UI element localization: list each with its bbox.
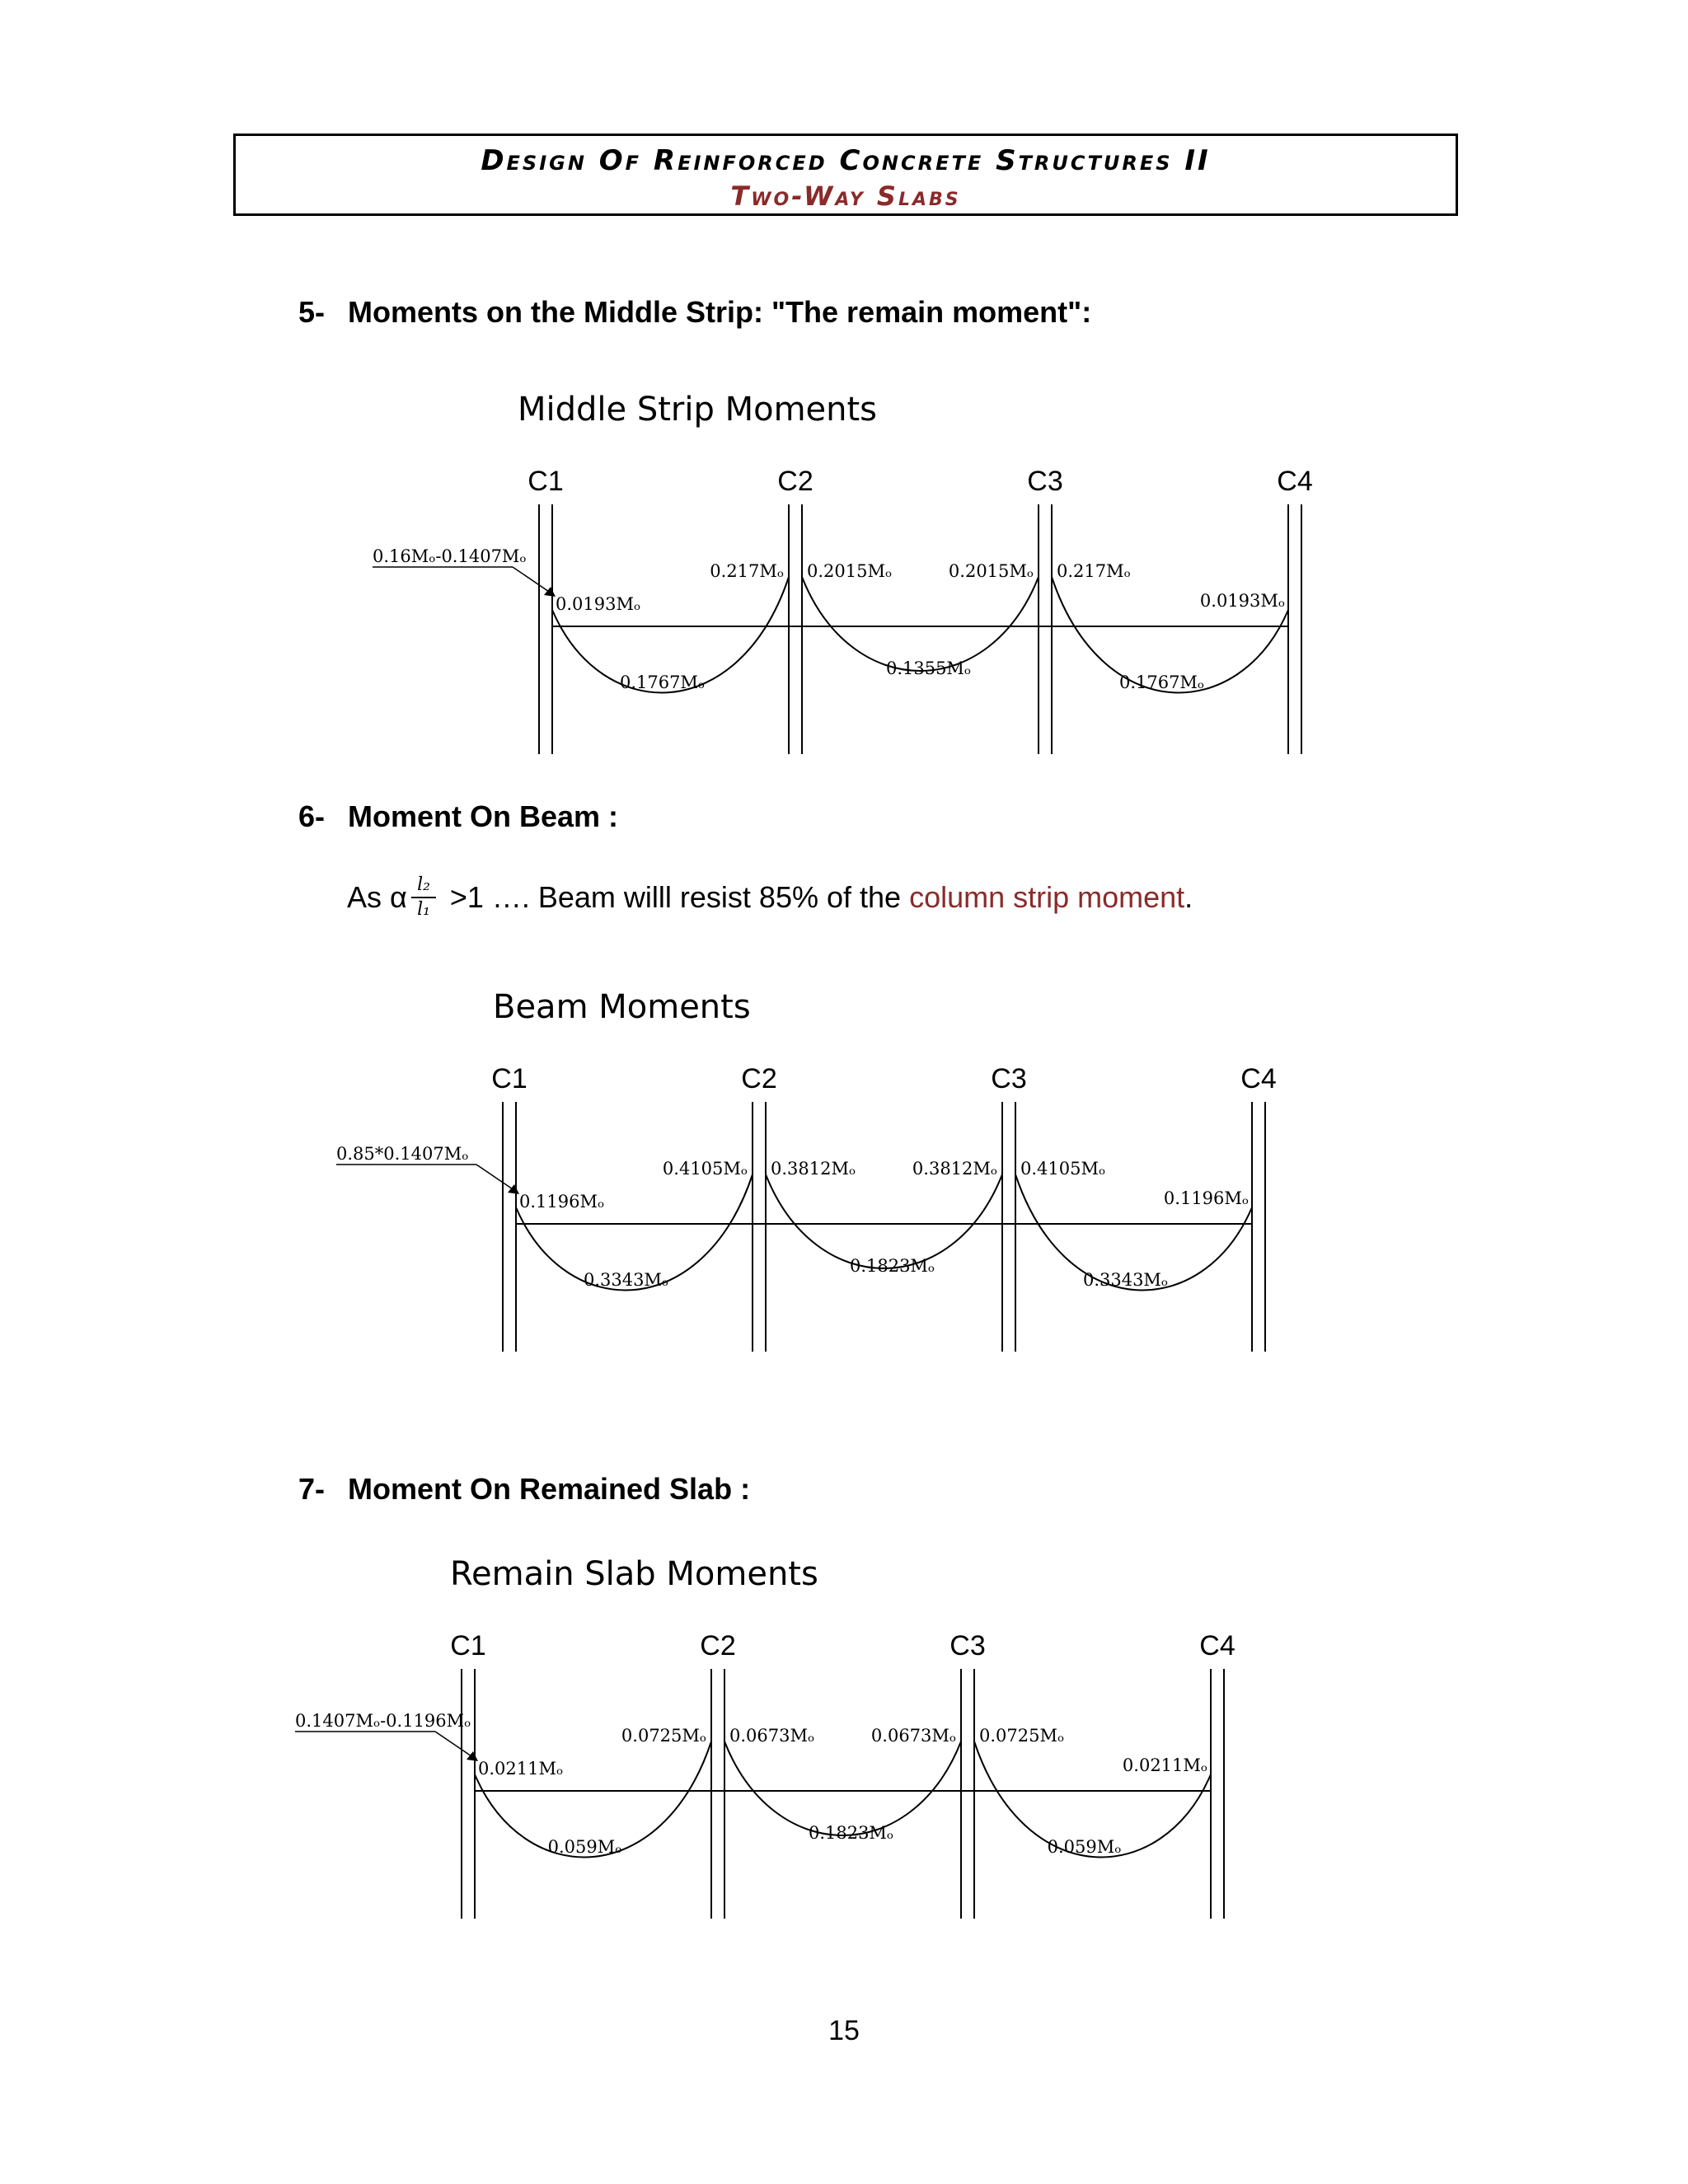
span-moment-curve [802,577,1039,671]
negative-moment-label: 0.4105Mₒ [1020,1159,1106,1179]
arrow-head-icon [467,1751,478,1761]
column-label: C1 [491,1063,528,1094]
column-label: C3 [1027,466,1063,497]
negative-moment-label: 0.0725Mₒ [621,1726,706,1746]
annotation-label: 0.16Mₒ-0.1407Mₒ [373,546,527,566]
column-label: C3 [950,1630,986,1661]
positive-moment-label: 0.3343Mₒ [583,1270,669,1290]
arrow-head-icon [508,1184,519,1194]
end-moment-label: 0.0211Mₒ [1122,1755,1207,1775]
diagram-title: Middle Strip Moments [518,391,878,429]
section-title: Moment On Remained Slab : [348,1472,751,1506]
end-moment-label: 0.1196Mₒ [1163,1188,1249,1208]
column-label: C2 [700,1630,736,1661]
column-label: C1 [528,466,564,497]
section-title: Moments on the Middle Strip: "The remain moment": [348,295,1092,329]
end-moment-label: 0.0211Mₒ [478,1759,564,1779]
annotation-label: 0.1407Mₒ-0.1196Mₒ [295,1711,471,1731]
span-moment-curve [766,1174,1002,1268]
positive-moment-label: 0.059Mₒ [547,1837,622,1857]
negative-moment-label: 0.217Mₒ [1057,561,1131,581]
section-number: 7- [298,1472,326,1506]
section-number: 5- [298,295,326,329]
arrow-head-icon [544,587,556,597]
positive-moment-label: 0.1823Mₒ [808,1823,894,1843]
note-prefix: As α [347,880,407,914]
column-label: C1 [450,1630,486,1661]
negative-moment-label: 0.0673Mₒ [729,1726,815,1746]
negative-moment-label: 0.2015Mₒ [948,561,1034,581]
end-moment-label: 0.0193Mₒ [1199,591,1285,611]
header-title: Design Of Reinforced Concrete Structures II [481,144,1211,177]
diagram-title: Remain Slab Moments [450,1555,818,1593]
annotation-label: 0.85*0.1407Mₒ [336,1144,469,1164]
column-label: C3 [991,1063,1027,1094]
note-middle: >1 …. Beam willl resist 85% of the [441,880,910,914]
positive-moment-label: 0.1767Mₒ [1118,673,1205,692]
negative-moment-label: 0.217Mₒ [710,561,784,581]
note-highlight: column strip moment [909,880,1185,914]
positive-moment-label: 0.1355Mₒ [885,658,972,678]
positive-moment-label: 0.059Mₒ [1047,1837,1122,1857]
end-moment-label: 0.1196Mₒ [519,1192,605,1212]
diagram-title: Beam Moments [493,988,751,1026]
negative-moment-label: 0.2015Mₒ [807,561,893,581]
column-label: C4 [1240,1063,1277,1094]
negative-moment-label: 0.3812Mₒ [771,1159,856,1179]
note-suffix: . [1184,880,1193,914]
column-label: C2 [741,1063,777,1094]
section-title: Moment On Beam : [348,799,619,833]
page-number: 15 [828,2015,860,2046]
column-label: C2 [777,466,814,497]
negative-moment-label: 0.0673Mₒ [870,1726,956,1746]
negative-moment-label: 0.3812Mₒ [912,1159,997,1179]
fraction-denominator: l₁ [417,899,430,920]
fraction-numerator: l₂ [417,874,430,895]
negative-moment-label: 0.4105Mₒ [662,1159,748,1179]
header-subtitle: Two-Way Slabs [730,180,961,212]
positive-moment-label: 0.3343Mₒ [1082,1270,1169,1290]
negative-moment-label: 0.0725Mₒ [979,1726,1065,1746]
positive-moment-label: 0.1823Mₒ [849,1256,935,1276]
span-moment-curve [724,1741,961,1835]
positive-moment-label: 0.1767Mₒ [619,673,706,692]
column-label: C4 [1277,466,1313,497]
end-moment-label: 0.0193Mₒ [556,594,641,614]
section-number: 6- [298,799,326,833]
column-label: C4 [1199,1630,1236,1661]
